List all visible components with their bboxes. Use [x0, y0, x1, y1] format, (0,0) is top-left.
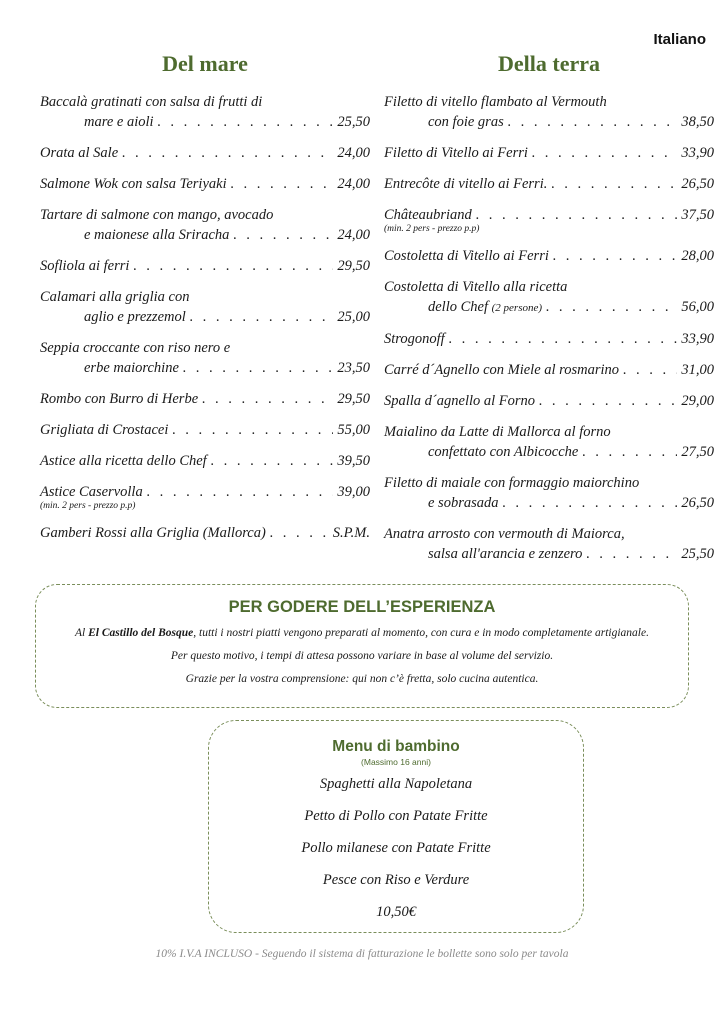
- menu-item-portion: (2 persone): [491, 302, 543, 314]
- menu-item-row: [384, 112, 714, 132]
- menu-item-name: Costoletta di Vitello alla ricetta: [384, 279, 568, 295]
- menu-item-price: 29,00: [681, 393, 714, 409]
- menu-item: [40, 174, 370, 194]
- menu-item-price: 26,50: [681, 176, 714, 192]
- menu-item-name-text: Carré d´Agnello con Miele al rosmarino: [384, 362, 620, 378]
- menu-item-price: 24,00: [337, 227, 370, 243]
- menu-item-name: Calamari alla griglia con: [40, 289, 190, 305]
- menu-item-name: [40, 482, 143, 502]
- kids-menu-item: Spaghetti alla Napoletana: [319, 776, 473, 792]
- dot-leader: [532, 143, 677, 163]
- menu-item-row: [40, 451, 370, 471]
- dot-leader: [623, 360, 677, 380]
- menu-item-name-text: Astice Caservolla: [40, 484, 143, 500]
- dot-leader: [133, 256, 333, 276]
- menu-item: [384, 524, 714, 564]
- land-dish-list: [384, 92, 714, 564]
- sea-dishes-column: [40, 50, 370, 554]
- kids-menu-item: Pollo milanese con Patate Fritte: [301, 840, 491, 856]
- menu-item: [40, 256, 370, 276]
- menu-item-row: [384, 143, 714, 163]
- menu-item-name-text: Sofliola ai ferri: [40, 258, 130, 274]
- menu-item-row: [384, 544, 714, 564]
- dot-leader: [553, 246, 678, 266]
- restaurant-name: El Castillo del Bosque: [88, 627, 194, 639]
- menu-item-note: (min. 2 pers - prezzo p.p): [40, 501, 136, 511]
- menu-item-name-text: Entrecôte di vitello ai Ferri.: [384, 176, 548, 192]
- footer-vat-note: 10% I.V.A INCLUSO - Seguendo il sistema di fatturazione le bollette sono solo per tavola: [155, 948, 569, 960]
- menu-item-row: [40, 389, 370, 409]
- menu-item-name-text: mare e aioli: [84, 114, 154, 130]
- menu-item-name-text: dello Chef: [428, 299, 489, 315]
- menu-item-price: 26,50: [681, 495, 714, 511]
- menu-item-name-text: Salmone Wok con salsa Teriyaki: [40, 176, 227, 192]
- menu-item: [40, 523, 370, 543]
- dot-leader: [586, 544, 677, 564]
- menu-item-row: [40, 358, 370, 378]
- experience-line-1-rest: , tutti i nostri piatti vengono preparati al momento, con cura e in modo completamente artigianale.: [193, 627, 649, 639]
- menu-item: [384, 277, 714, 318]
- menu-item-price: 39,50: [337, 453, 370, 469]
- menu-item: [384, 422, 714, 462]
- experience-title: PER GODERE DELL’ESPERIENZA: [228, 598, 496, 616]
- menu-item-name-text: salsa all'arancia e zenzero: [428, 546, 583, 562]
- menu-item-row: [384, 297, 714, 318]
- menu-item-row: [40, 420, 370, 440]
- land-dishes-column: [384, 50, 714, 575]
- menu-item-name: [384, 329, 445, 349]
- menu-item-price: 56,00: [681, 299, 714, 315]
- menu-item-name-cont: [84, 307, 186, 327]
- menu-item-price: S.P.M.: [332, 525, 370, 541]
- menu-item-name-text: e maionese alla Sriracha: [84, 227, 230, 243]
- menu-item: [40, 205, 370, 245]
- experience-line-1-prefix: Al: [75, 627, 89, 639]
- menu-item-name: Seppia croccante con riso nero e: [40, 340, 231, 356]
- menu-item-price: 25,50: [681, 546, 714, 562]
- menu-item: [40, 420, 370, 440]
- dot-leader: [539, 391, 677, 411]
- menu-item-name: Anatra arrosto con vermouth di Maiorca,: [384, 526, 625, 542]
- menu-item: [40, 287, 370, 327]
- menu-item-row: [384, 360, 714, 380]
- experience-notice-box: [35, 584, 689, 708]
- experience-line-2: Per questo motivo, i tempi di attesa possono variare in base al volume del servizio.: [170, 650, 554, 662]
- dot-leader: [582, 442, 677, 462]
- menu-item-name-text: Orata al Sale: [40, 145, 119, 161]
- menu-item-name: [40, 420, 168, 440]
- menu-item-row: [40, 482, 370, 502]
- dot-leader: [503, 493, 678, 513]
- menu-item-row: [40, 225, 370, 245]
- kids-menu-price: 10,50€: [376, 904, 416, 920]
- menu-item-row: [40, 523, 370, 543]
- menu-item: [384, 391, 714, 411]
- menu-item-name-text: Costoletta di Vitello ai Ferri: [384, 248, 549, 264]
- menu-item-price: 39,00: [337, 484, 370, 500]
- menu-item-name-text: erbe maiorchine: [84, 360, 179, 376]
- menu-item-row: [384, 391, 714, 411]
- menu-item-price: 33,90: [681, 145, 714, 161]
- menu-item: [40, 92, 370, 132]
- menu-item-name-cont: [428, 544, 582, 564]
- menu-item: [40, 143, 370, 163]
- menu-item-name-text: confettato con Albicocche: [428, 444, 579, 460]
- menu-item-name-text: Filetto di Vitello ai Ferri: [384, 145, 528, 161]
- menu-item-price: 33,90: [681, 331, 714, 347]
- menu-item-row: [384, 442, 714, 462]
- menu-item-name-text: Spalla d´agnello al Forno: [384, 393, 536, 409]
- menu-item-price: 24,00: [337, 176, 370, 192]
- menu-item: [40, 338, 370, 378]
- menu-item-row: [40, 174, 370, 194]
- dot-leader: [476, 205, 678, 225]
- menu-item-price: 29,50: [337, 258, 370, 274]
- menu-item: [40, 482, 370, 512]
- menu-item-name-cont: [428, 493, 499, 513]
- menu-item: [384, 143, 714, 163]
- menu-item-name: [40, 256, 129, 276]
- dot-leader: [158, 112, 334, 132]
- menu-item-name-text: Rombo con Burro di Herbe: [40, 391, 199, 407]
- menu-item-name-text: Grigliata di Crostacei: [40, 422, 169, 438]
- menu-item-name-text: e sobrasada: [428, 495, 499, 511]
- menu-item-name-cont: [428, 442, 578, 462]
- menu-item-name-cont: [84, 358, 179, 378]
- sea-dish-list: [40, 92, 370, 543]
- menu-item-name-cont: [428, 297, 542, 318]
- dot-leader: [231, 174, 334, 194]
- menu-item: [384, 360, 714, 380]
- menu-item-name-cont: [84, 112, 154, 132]
- menu-item: [40, 389, 370, 409]
- menu-item-row: [40, 143, 370, 163]
- menu-item-name: Filetto di maiale con formaggio maiorchino: [384, 475, 640, 491]
- menu-item-price: 25,00: [337, 309, 370, 325]
- menu-item-name: Filetto di vitello flambato al Vermouth: [384, 94, 607, 110]
- menu-item-row: [384, 205, 714, 225]
- menu-item: [384, 473, 714, 513]
- menu-item-name: Maialino da Latte di Mallorca al forno: [384, 424, 611, 440]
- kids-menu-title: Menu di bambino: [332, 738, 460, 755]
- menu-item-name: [384, 246, 549, 266]
- menu-item-price: 55,00: [337, 422, 370, 438]
- menu-item: [384, 205, 714, 235]
- menu-item-name: [384, 174, 547, 194]
- menu-item-name-text: Châteaubriand: [384, 207, 472, 223]
- menu-item-name-text: Strogonoff: [384, 331, 445, 347]
- menu-item-price: 27,50: [681, 444, 714, 460]
- menu-item-note: (min. 2 pers - prezzo p.p): [384, 224, 480, 234]
- dot-leader: [508, 112, 678, 132]
- menu-item-name-text: aglio e prezzemol: [84, 309, 186, 325]
- experience-line-1: [36, 626, 688, 640]
- menu-item-price: 31,00: [681, 362, 714, 378]
- menu-item: [384, 174, 714, 194]
- dot-leader: [270, 523, 329, 543]
- language-label: Italiano: [653, 31, 706, 48]
- menu-item-price: 37,50: [681, 207, 714, 223]
- menu-item-name: [384, 360, 619, 380]
- menu-item-row: [40, 256, 370, 276]
- menu-item-name: [40, 523, 266, 543]
- kids-menu-item: Pesce con Riso e Verdure: [322, 872, 470, 888]
- menu-item: [384, 92, 714, 132]
- dot-leader: [172, 420, 333, 440]
- menu-item-price: 25,50: [337, 114, 370, 130]
- dot-leader: [122, 143, 333, 163]
- menu-item-name-text: con foie gras: [428, 114, 504, 130]
- menu-item-price: 28,00: [681, 248, 714, 264]
- menu-item: [384, 246, 714, 266]
- menu-item-name-cont: [428, 112, 504, 132]
- dot-leader: [183, 358, 333, 378]
- menu-item-name-cont: [84, 225, 229, 245]
- menu-item-row: [384, 246, 714, 266]
- dot-leader: [202, 389, 333, 409]
- menu-item-price: 24,00: [337, 145, 370, 161]
- menu-item-row: [384, 174, 714, 194]
- menu-item-name-text: Astice alla ricetta dello Chef: [40, 453, 207, 469]
- menu-item-name: [40, 451, 207, 471]
- dot-leader: [551, 174, 677, 194]
- dot-leader: [190, 307, 334, 327]
- menu-item-price: 23,50: [337, 360, 370, 376]
- kids-menu-subtitle: (Massimo 16 anni): [361, 757, 431, 767]
- menu-item-name: [384, 143, 528, 163]
- kids-menu-item: Petto di Pollo con Patate Fritte: [304, 808, 488, 824]
- menu-item-price: 38,50: [681, 114, 714, 130]
- menu-item-name: [40, 389, 198, 409]
- menu-item-price: 29,50: [337, 391, 370, 407]
- menu-item-row: [384, 329, 714, 349]
- menu-item-row: [40, 112, 370, 132]
- menu-item-name: [40, 174, 227, 194]
- menu-item-name-text: Gamberi Rossi alla Griglia (Mallorca): [40, 525, 266, 541]
- dot-leader: [449, 329, 678, 349]
- menu-item-name: [40, 143, 118, 163]
- kids-menu-box: [208, 720, 584, 933]
- dot-leader: [546, 297, 677, 317]
- menu-item-name: Baccalà gratinati con salsa di frutti di: [40, 94, 263, 110]
- dot-leader: [147, 482, 334, 502]
- menu-item-name: [384, 205, 472, 225]
- menu-item-row: [384, 493, 714, 513]
- menu-item: [384, 329, 714, 349]
- dot-leader: [233, 225, 333, 245]
- section-title-sea: Del mare: [162, 51, 248, 76]
- menu-item-name: Tartare di salmone con mango, avocado: [40, 207, 274, 223]
- section-title-land: Della terra: [498, 51, 600, 76]
- menu-item-row: [40, 307, 370, 327]
- menu-item: [40, 451, 370, 471]
- experience-line-3: Grazie per la vostra comprensione: qui non c’è fretta, solo cucina autentica.: [185, 673, 539, 685]
- dot-leader: [211, 451, 334, 471]
- menu-item-name: [384, 391, 535, 411]
